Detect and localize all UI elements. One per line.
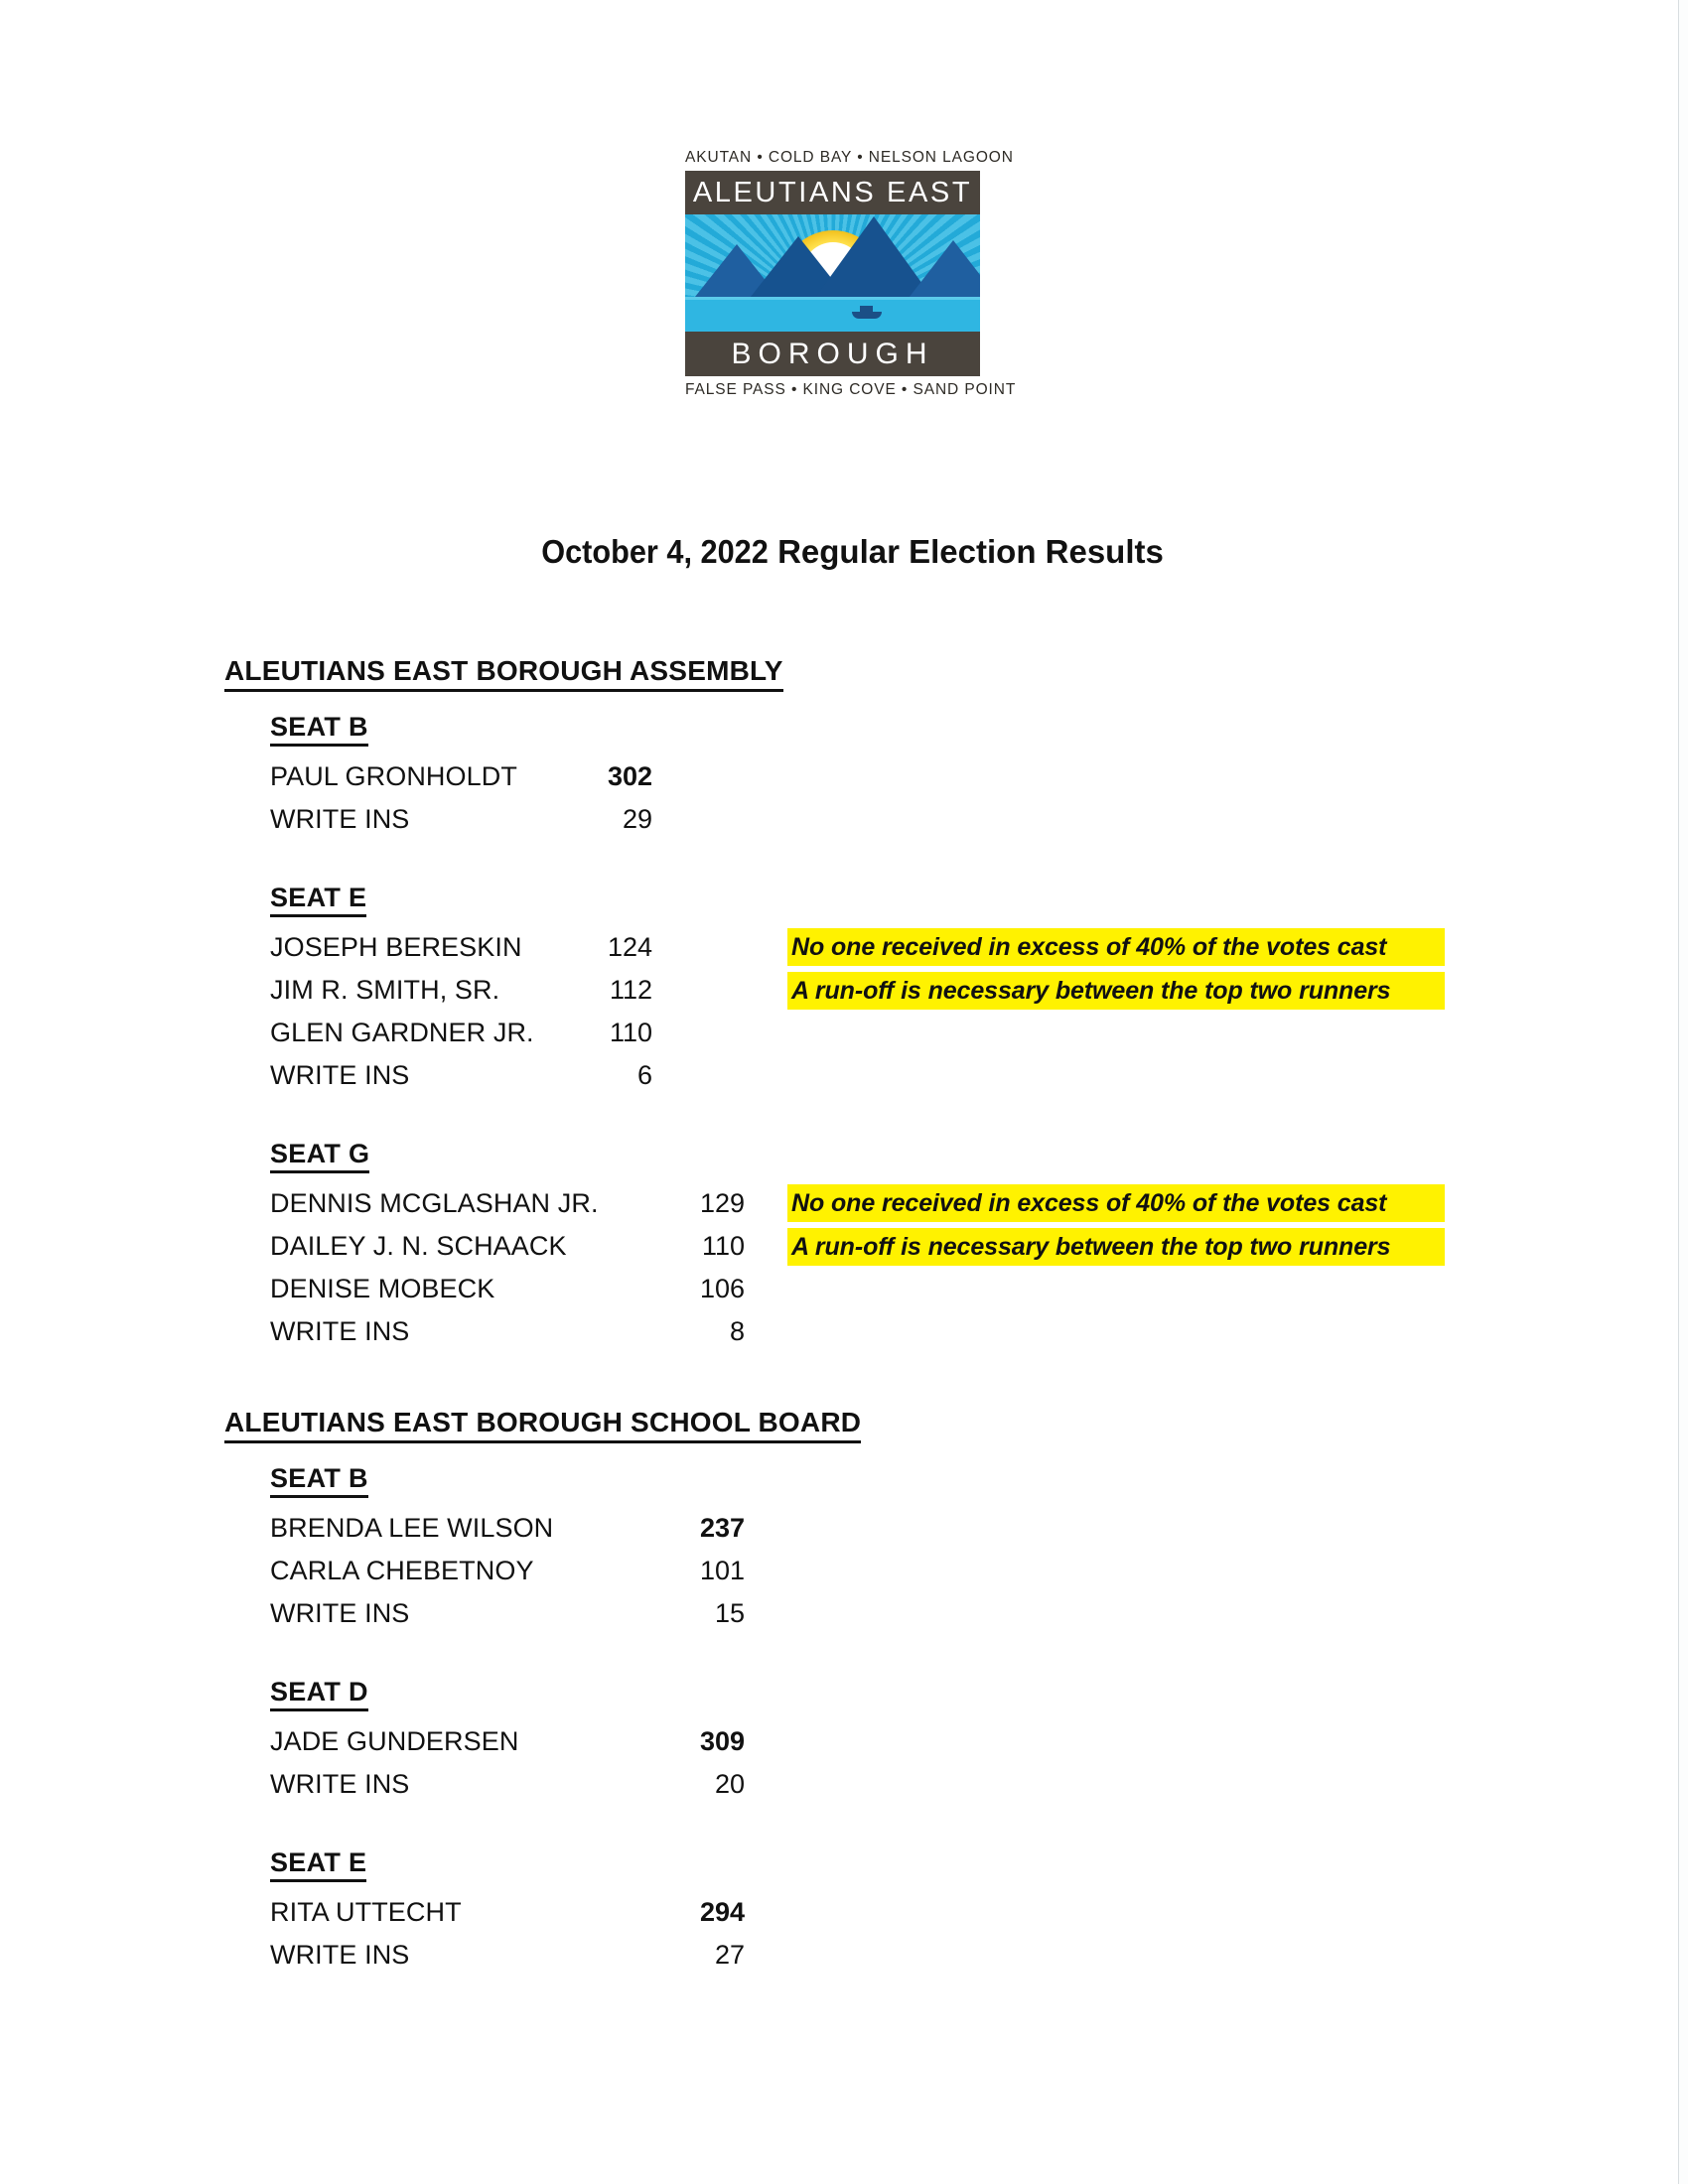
candidate-name: DAILEY J. N. SCHAACK	[270, 1231, 567, 1261]
candidate-name: BRENDA LEE WILSON	[270, 1513, 554, 1543]
logo-band-aleutians-east: ALEUTIANS EAST	[685, 171, 980, 214]
candidate-vote-count: 302	[607, 761, 652, 791]
candidate-vote-count: 237	[699, 1513, 745, 1543]
candidate-rows	[0, 1182, 1688, 1353]
page-title-rest: Regular Election Results	[768, 533, 1164, 571]
page-title-date: October 4, 2022	[541, 533, 769, 571]
candidate-rows	[0, 1507, 1688, 1635]
candidate-name: DENNIS MCGLASHAN JR.	[270, 1188, 599, 1218]
candidate-name: GLEN GARDNER JR.	[270, 1018, 534, 1047]
seat-heading: SEAT G	[270, 1139, 369, 1173]
candidate-name: PAUL GRONHOLDT	[270, 761, 517, 791]
aleutians-east-borough-logo	[685, 149, 1017, 399]
fishing-boat-icon	[852, 312, 882, 319]
mountain-icon	[906, 240, 980, 302]
candidate-row	[0, 1310, 1688, 1353]
candidate-row	[0, 755, 1688, 798]
seat-heading: SEAT E	[270, 1847, 366, 1882]
candidate-rows	[0, 1891, 1688, 1977]
candidate-name: JOSEPH BERESKIN	[270, 932, 522, 962]
seat-heading: SEAT D	[270, 1677, 368, 1711]
candidate-vote-count: 294	[699, 1897, 745, 1927]
candidate-name: CARLA CHEBETNOY	[270, 1556, 534, 1585]
candidate-rows	[0, 755, 1688, 841]
candidate-row	[0, 1550, 1688, 1592]
candidate-name: WRITE INS	[270, 1598, 410, 1628]
runoff-note-required: A run-off is necessary between the top two runners	[787, 972, 1445, 1010]
candidate-vote-count: 106	[699, 1274, 745, 1303]
candidate-name: JADE GUNDERSEN	[270, 1726, 519, 1756]
candidate-name: WRITE INS	[270, 1940, 410, 1970]
candidate-vote-count: 110	[609, 1018, 652, 1047]
candidate-rows	[0, 1720, 1688, 1806]
runoff-note-group	[787, 928, 1445, 1010]
candidate-name: WRITE INS	[270, 1769, 410, 1799]
candidate-vote-count: 27	[714, 1940, 745, 1970]
results-section-aleutians-east-borough-school-board	[0, 1407, 1688, 1977]
candidate-row	[0, 1891, 1688, 1934]
logo-landscape-artwork	[685, 214, 980, 332]
candidate-row	[0, 1054, 1688, 1097]
seat-block-seat-e	[0, 1847, 1688, 1977]
candidate-name: WRITE INS	[270, 804, 410, 834]
section-heading: ALEUTIANS EAST BOROUGH SCHOOL BOARD	[224, 1407, 861, 1443]
sea-icon	[685, 300, 980, 332]
runoff-note-required: A run-off is necessary between the top two runners	[787, 1228, 1445, 1266]
candidate-row	[0, 1012, 1688, 1054]
logo-tagline-bottom: FALSE PASS • KING COVE • SAND POINT	[685, 381, 1017, 399]
results-section-aleutians-east-borough-assembly	[0, 655, 1688, 1353]
seat-block-seat-e	[0, 883, 1688, 1097]
candidate-vote-count: 110	[701, 1231, 745, 1261]
candidate-name: JIM R. SMITH, SR.	[270, 975, 500, 1005]
runoff-note-threshold: No one received in excess of 40% of the votes cast	[787, 928, 1445, 966]
candidate-row	[0, 1592, 1688, 1635]
candidate-vote-count: 29	[622, 804, 652, 834]
candidate-rows	[0, 926, 1688, 1097]
candidate-vote-count: 20	[714, 1769, 745, 1799]
seat-heading: SEAT E	[270, 883, 366, 917]
candidate-row	[0, 798, 1688, 841]
seat-heading: SEAT B	[270, 712, 368, 747]
seat-heading: SEAT B	[270, 1463, 368, 1498]
candidate-row	[0, 1934, 1688, 1977]
seat-block-seat-d	[0, 1677, 1688, 1806]
candidate-vote-count: 101	[699, 1556, 745, 1585]
candidate-vote-count: 309	[699, 1726, 745, 1756]
candidate-name: DENISE MOBECK	[270, 1274, 495, 1303]
candidate-name: RITA UTTECHT	[270, 1897, 462, 1927]
candidate-row	[0, 1268, 1688, 1310]
seat-block-seat-b	[0, 1463, 1688, 1635]
candidate-vote-count: 112	[609, 975, 652, 1005]
candidate-name: WRITE INS	[270, 1060, 410, 1090]
page-title	[0, 533, 1688, 571]
logo-tagline-top: AKUTAN • COLD BAY • NELSON LAGOON	[685, 149, 1014, 166]
runoff-note-group	[787, 1184, 1445, 1266]
seat-block-seat-g	[0, 1139, 1688, 1353]
candidate-vote-count: 129	[699, 1188, 745, 1218]
election-results-body	[0, 655, 1688, 2030]
candidate-row	[0, 1763, 1688, 1806]
seat-block-seat-b	[0, 712, 1688, 841]
section-heading: ALEUTIANS EAST BOROUGH ASSEMBLY	[224, 655, 783, 692]
candidate-row	[0, 1720, 1688, 1763]
candidate-vote-count: 8	[729, 1316, 745, 1346]
candidate-row	[0, 1507, 1688, 1550]
runoff-note-threshold: No one received in excess of 40% of the votes cast	[787, 1184, 1445, 1222]
candidate-name: WRITE INS	[270, 1316, 410, 1346]
logo-band-borough: BOROUGH	[685, 332, 980, 376]
candidate-vote-count: 124	[607, 932, 652, 962]
candidate-vote-count: 6	[636, 1060, 652, 1090]
candidate-vote-count: 15	[714, 1598, 745, 1628]
